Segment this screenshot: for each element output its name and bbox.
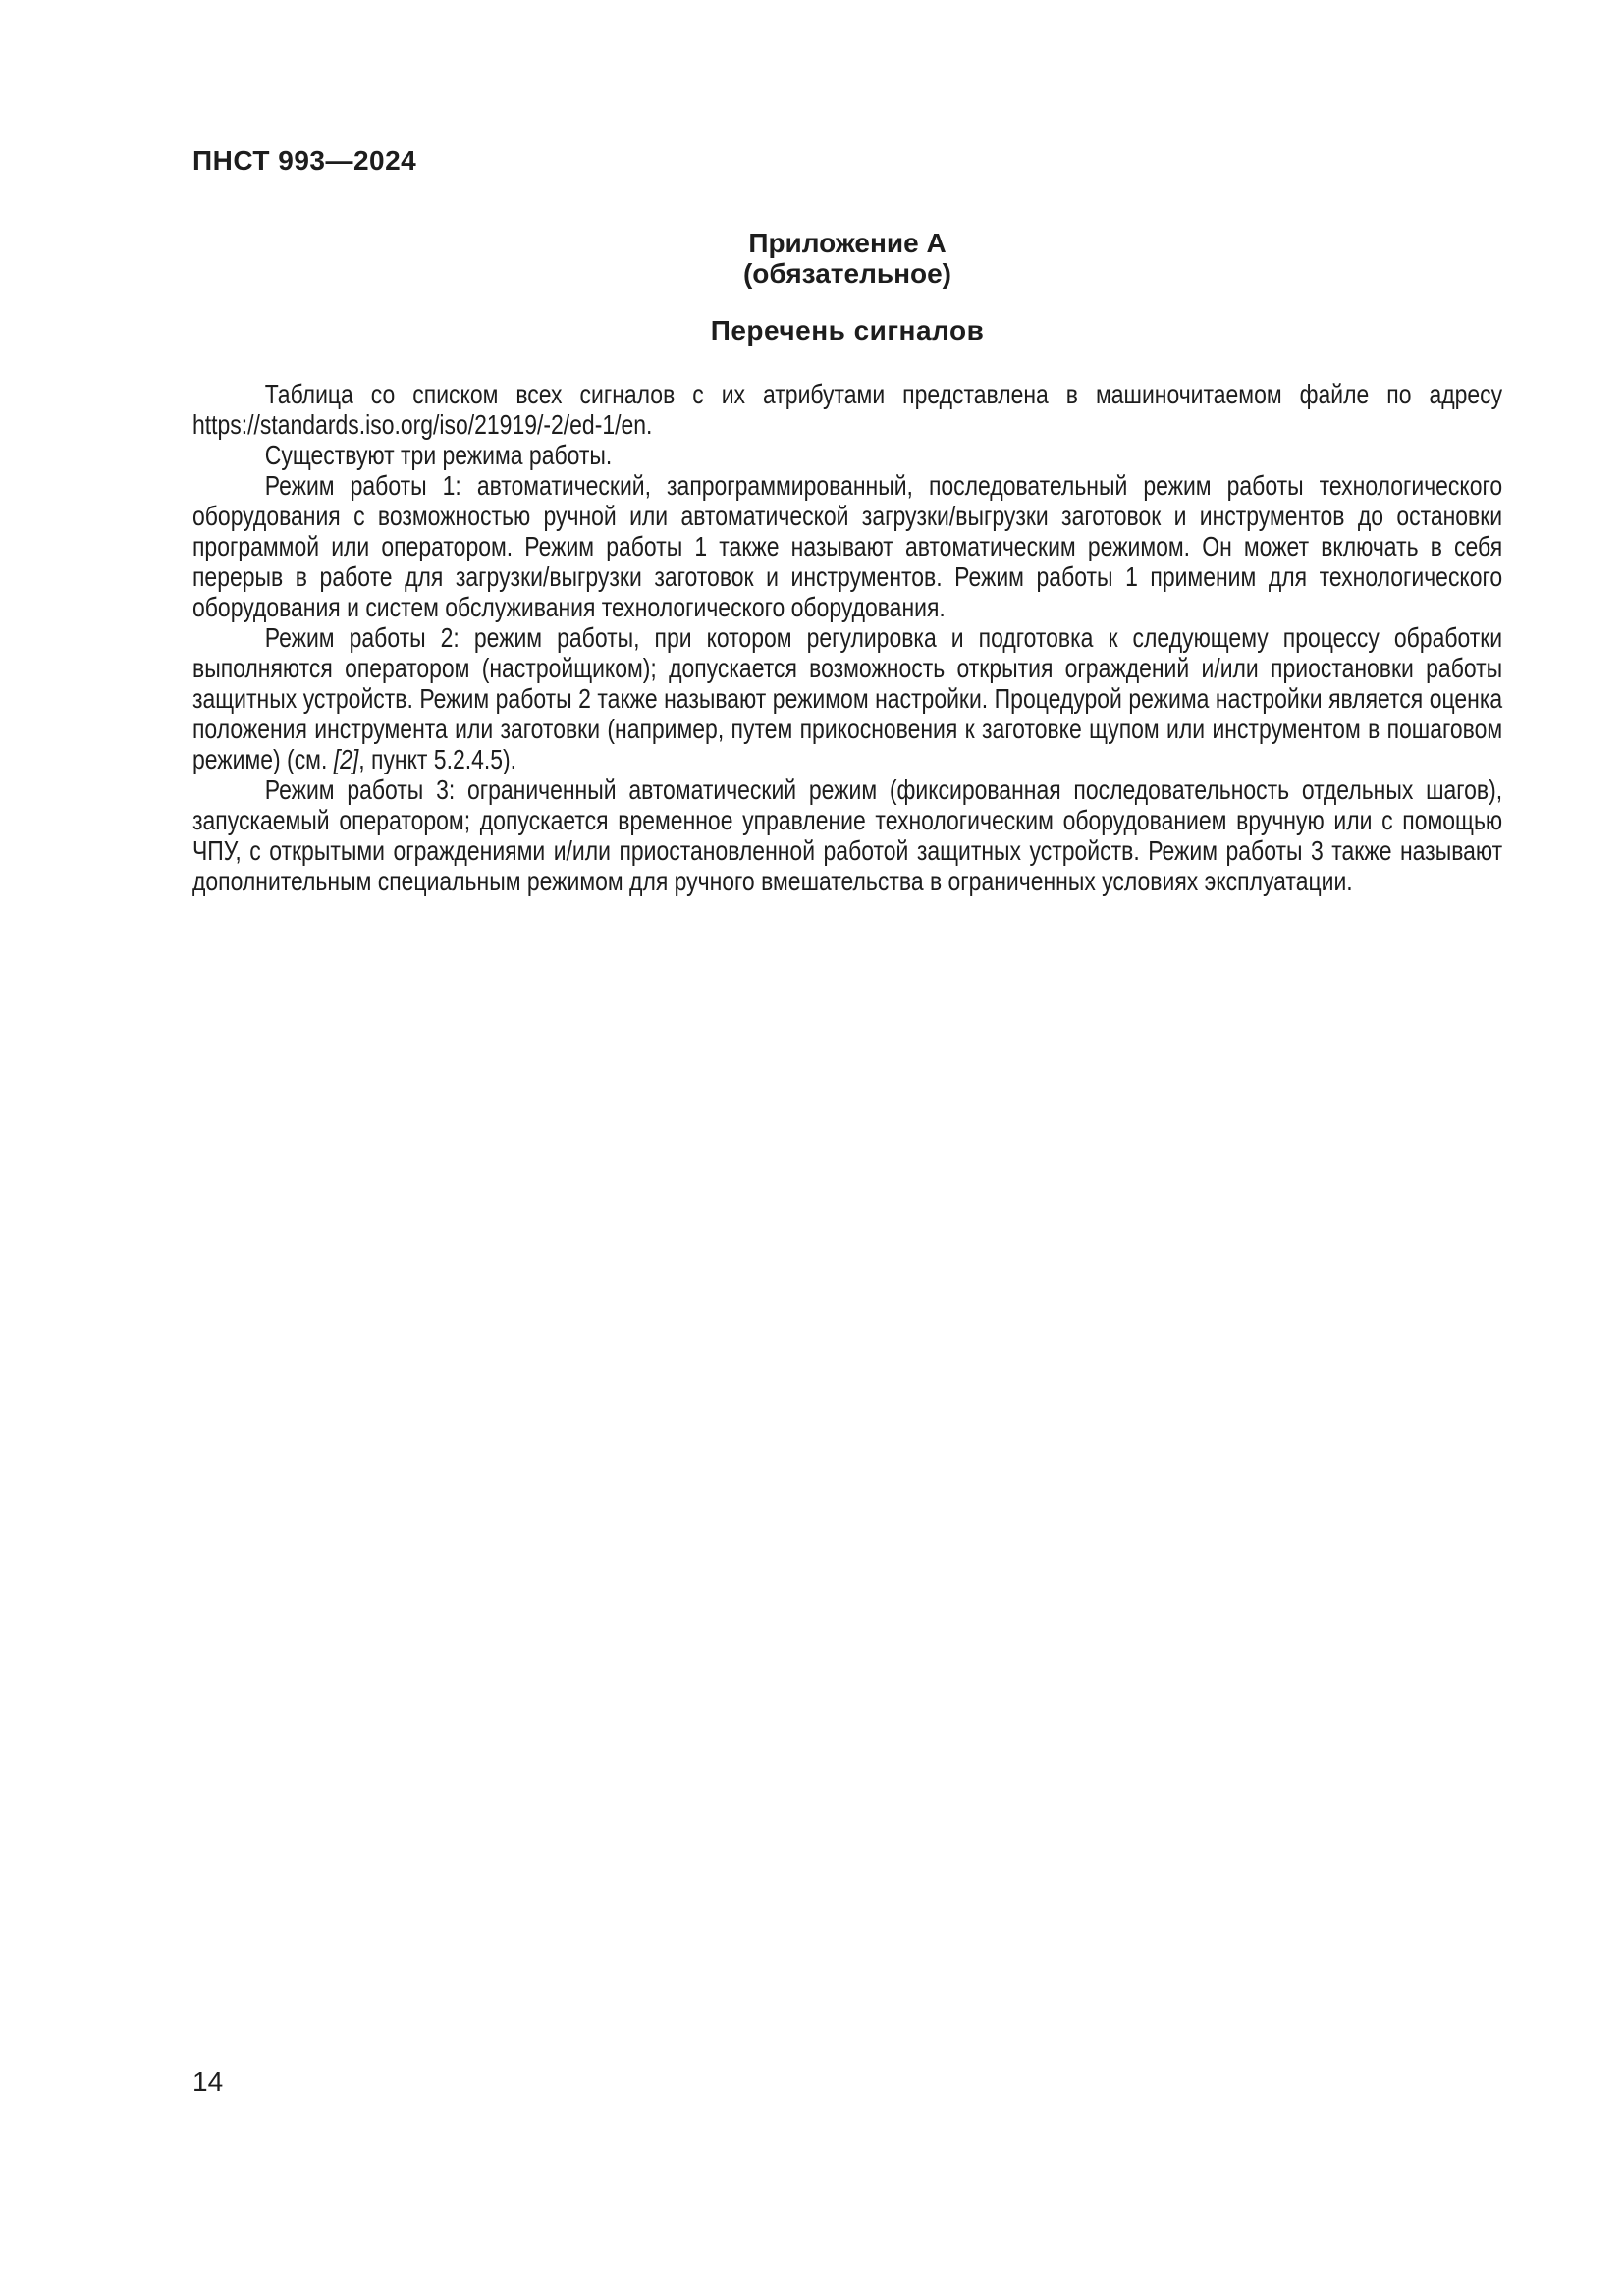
paragraph-intro: Таблица со списком всех сигналов с их атрибутами представлена в машиночитаемом файле по адресу https://standards.iso.org/iso/21919/-2/ed-1/en.: [192, 379, 1503, 440]
paragraph-mode-3: Режим работы 3: ограниченный автоматический режим (фиксированная последовательность отдельных шагов), запускаемый оператором; допускается временное управление технологическим оборудованием вручную или с помощью ЧПУ, с открытыми ограждениями и/или приостановленной работой защитных устройств. Режим работы 3 также называют дополнительным специальным режимом для ручного вмешательства в ограниченных условиях эксплуатации.: [192, 774, 1503, 896]
paragraph-mode-2: Режим работы 2: режим работы, при котором регулировка и подготовка к следующему процессу обработки выполняются оператором (настройщиком); допускается возможность открытия ограждений и/или приостановки работы защитных устройств. Режим работы 2 также называют режимом настройки. Процедурой режима настройки является оценка положения инструмента или заготовки (например, путем прикосновения к заготовке щупом или инструментом в пошаговом режиме) (см. [2], пункт 5.2.4.5).: [192, 622, 1503, 774]
paragraph-modes-lead: Существуют три режима работы.: [264, 440, 613, 470]
paragraph-mode-1: Режим работы 1: автоматический, запрограммированный, последовательный режим работы технологического оборудования с возможностью ручной или автоматической загрузки/выгрузки заготовок и инструментов до остановки программой или оператором. Режим работы 1 также называют автоматическим режимом. Он может включать в себя перерыв в работе для загрузки/выгрузки заготовок и инструментов. Режим работы 1 применим для технологического оборудования и систем обслуживания технологического оборудования.: [192, 470, 1503, 622]
document-code: ПНСТ 993—2024: [192, 145, 417, 176]
appendix-type: (обязательное): [742, 258, 951, 289]
page-number: 14: [192, 2066, 224, 2097]
appendix-label: Приложение А: [748, 228, 947, 258]
section-title: Перечень сигналов: [710, 315, 985, 346]
appendix-heading: [192, 228, 1502, 289]
body-text: [192, 379, 1502, 896]
